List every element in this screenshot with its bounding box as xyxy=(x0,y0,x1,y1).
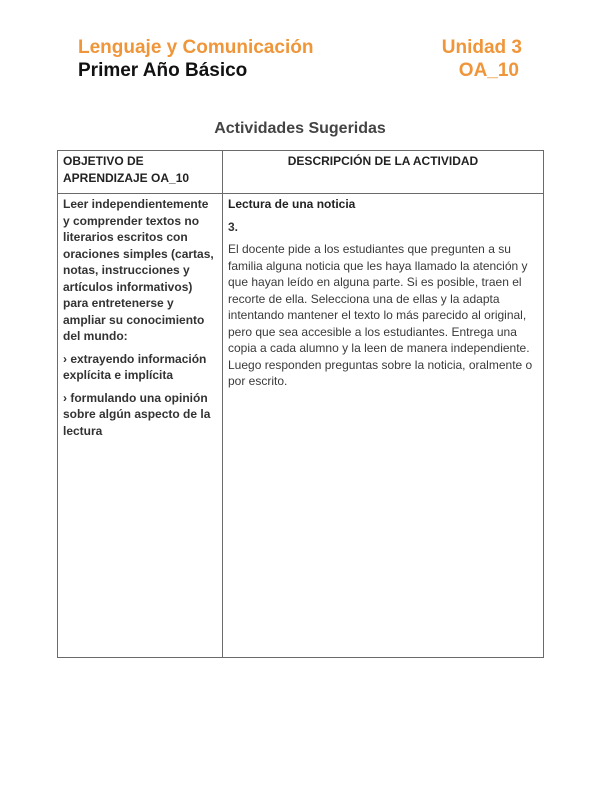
objective-code: OA_10 xyxy=(458,60,519,81)
subject-title: Lenguaje y Comunicación xyxy=(78,37,314,58)
activity-title: Lectura de una noticia xyxy=(228,197,356,211)
activities-table xyxy=(57,150,544,658)
table-row xyxy=(58,194,544,658)
section-title: Actividades Sugeridas xyxy=(214,120,386,137)
objective-main-text: Leer independientemente y comprender textos no literarios escritos con oraciones simples (cartas, notas, instrucciones y artículos informativos) para entretenerse y ampliar su conocimiento del mundo: xyxy=(63,197,214,343)
description-cell xyxy=(223,194,544,658)
column-header-objective: OBJETIVO DE APRENDIZAJE OA_10 xyxy=(58,151,223,194)
activity-number: 3. xyxy=(228,219,239,234)
table-header-row xyxy=(58,151,544,194)
grade-label: Primer Año Básico xyxy=(78,60,248,81)
objective-bullet: › extrayendo información explícita e implícita xyxy=(63,351,207,382)
activity-description: El docente pide a los estudiantes que pregunten a su familia alguna noticia que les haya llamado la atención y que hayan leído en alguna parte. Si es posible, traen el recorte de ella. Selecciona una de ellas y la adapta intentando mantener el texto lo más parecido al original, pero que sea accesible a los estudiantes. Entrega una copia a cada alumno y la leen de manera independiente. Luego responden preguntas sobre la noticia, oralmente o por escrito. xyxy=(228,242,533,388)
objective-cell xyxy=(58,194,223,658)
header-row-2 xyxy=(78,59,522,82)
unit-label: Unidad 3 xyxy=(441,37,522,58)
objective-bullet: › formulando una opinión sobre algún aspecto de la lectura xyxy=(63,390,211,438)
header-row-1 xyxy=(78,36,522,59)
document-header xyxy=(78,36,522,82)
column-header-description: DESCRIPCIÓN DE LA ACTIVIDAD xyxy=(223,151,544,194)
